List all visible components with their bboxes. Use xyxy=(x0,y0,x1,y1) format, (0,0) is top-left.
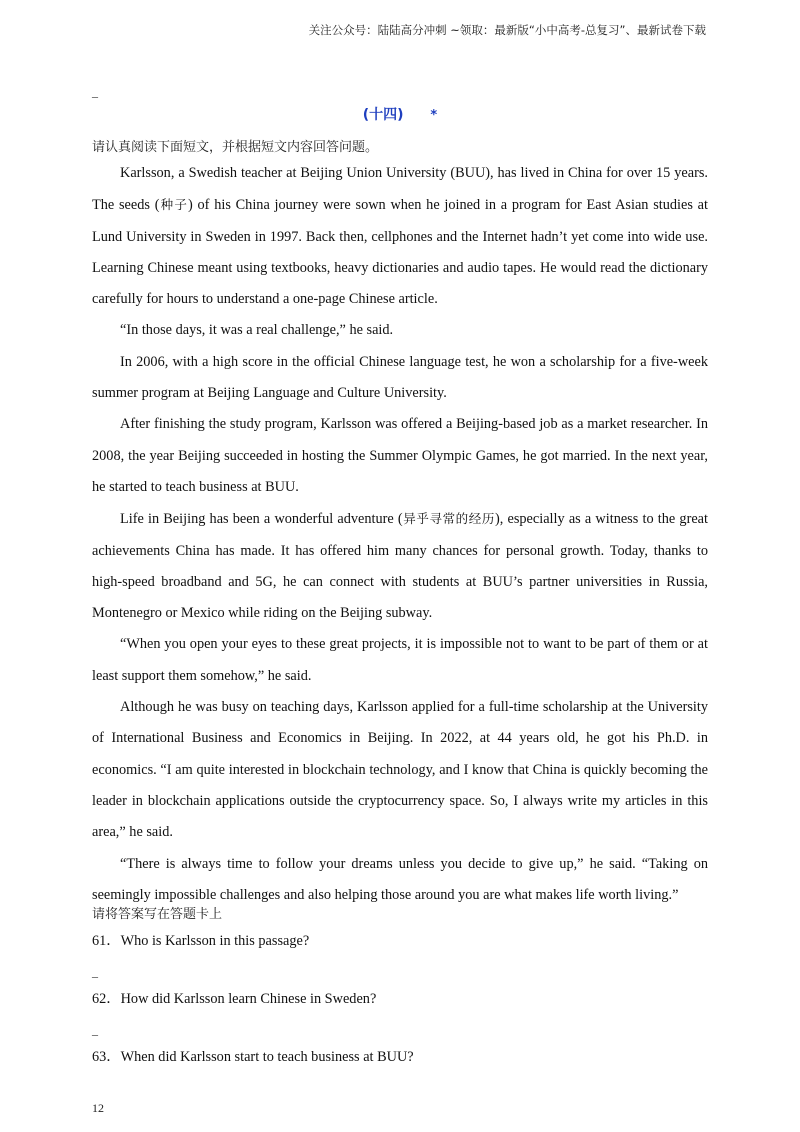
passage-paragraph xyxy=(92,315,708,346)
paragraph-text: After finishing the study program, Karlsson was offered a Beijing-based job as a market researcher. In 2008, the year Beijing succeeded in hosting the Summer Olympic Games, he got married. In the next year, he started to teach business at BUU. xyxy=(92,416,708,495)
passage-paragraph xyxy=(92,158,708,315)
reading-instruction: 请认真阅读下面短文，并根据短文内容回答问题。 xyxy=(92,140,379,155)
question-61: 61．Who is Karlsson in this passage? xyxy=(92,933,310,949)
paragraph-text: “When you open your eyes to these great projects, it is impossible not to want to be part of them or at least support them somehow,” he said. xyxy=(92,636,708,684)
paragraph-text: ), especially as a witness to the great achievements China has made. It has offered him many chances for personal growth. Today, thanks to high-speed broadband and 5G, he can connect with students at BUU’s partner universities in Russia, Montenegro or Mexico while riding on the Beijing subway. xyxy=(92,511,708,622)
passage-paragraph xyxy=(92,409,708,503)
passage-paragraph xyxy=(92,849,708,912)
gloss-text: 异乎寻常的经历 xyxy=(402,511,495,527)
passage-paragraph xyxy=(92,347,708,410)
paragraph-text: In 2006, with a high score in the official Chinese language test, he won a scholarship for a five-week summer program at Beijing Language and Culture University. xyxy=(92,353,708,402)
paragraph-text: ) of his China journey were sown when he joined in a program for East Asian studies at Lund University in Sweden in 1997. Back then, cellphones and the Internet hadn’t yet come into wide use. Learning Chinese meant using textbooks, heavy dictionaries and audio tapes. He would read the dictionary carefully for hours to understand a one-page Chinese article. xyxy=(92,197,708,308)
gloss-text: 种子 xyxy=(159,197,189,213)
answer-blank-61: _ xyxy=(92,965,98,979)
answer-card-note: 请将答案写在答题卡上 xyxy=(92,907,223,922)
passage-paragraph xyxy=(92,692,708,848)
reading-passage xyxy=(92,158,708,911)
question-63: 63．When did Karlsson start to teach business at BUU? xyxy=(92,1049,414,1065)
paragraph-text: Karlsson, a Swedish teacher at Beijing Union University (BUU), has lived in China for over 15 years. The seeds ( xyxy=(92,165,708,214)
passage-paragraph xyxy=(92,629,708,692)
paragraph-text: “In those days, it was a real challenge,” he said. xyxy=(120,322,394,339)
section-number: (十四) xyxy=(362,107,404,123)
page-number: 12 xyxy=(92,1101,104,1115)
paragraph-text: Life in Beijing has been a wonderful adventure ( xyxy=(120,511,403,528)
paragraph-text: Although he was busy on teaching days, Karlsson applied for a full-time scholarship at the University of International Business and Economics in Beijing. In 2022, at 44 years old, he got his Ph.D. in economics. “I am quite interested in blockchain technology, and I know that China is quickly becoming the leader in blockchain applications outside the cryptocurrency space. So, I always write my articles in this area,” he said. xyxy=(92,699,708,841)
question-62: 62．How did Karlsson learn Chinese in Sweden? xyxy=(92,991,377,1007)
paragraph-text: “There is always time to follow your dreams unless you decide to give up,” he said. “Taking on seemingly impossible challenges and also helping those around you are what makes life worth living.” xyxy=(92,855,708,903)
star-mark: * xyxy=(430,108,438,123)
answer-blank-62: _ xyxy=(92,1023,98,1037)
page-header: 关注公众号：陆陆高分冲刺 ~领取：最新版“小中高考-总复习”、最新试卷下载 xyxy=(308,23,706,37)
section-title xyxy=(0,104,800,124)
passage-paragraph xyxy=(92,503,708,629)
stray-mark: _ xyxy=(92,85,98,99)
